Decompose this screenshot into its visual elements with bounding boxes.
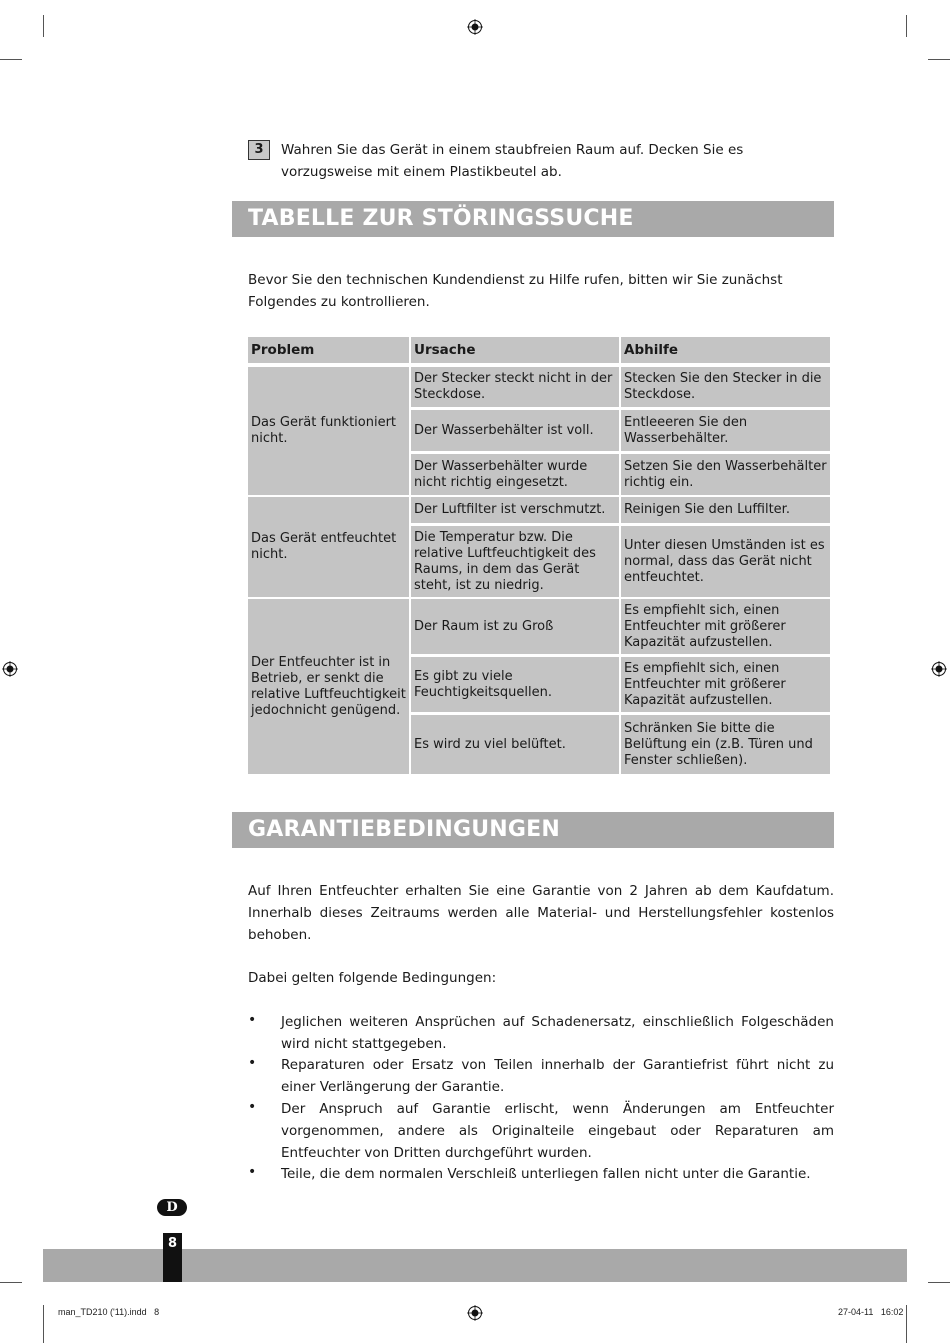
bullet-marker: • — [248, 1055, 257, 1071]
bullet-marker: • — [248, 1012, 257, 1028]
table-remedy-cell: Es empfiehlt sich, einen Entfeuchter mit größerer Kapazität aufzustellen. — [621, 599, 830, 654]
registration-mark-icon — [2, 661, 18, 677]
page-number: 8 — [163, 1233, 182, 1282]
step-text: Wahren Sie das Gerät in einem staubfreien Raum auf. Decken Sie es vorzugsweise mit einem Plastikbeutel ab. — [281, 142, 744, 180]
crop-mark — [928, 1282, 950, 1283]
list-item: Der Anspruch auf Garantie erlischt, wenn Änderungen am Entfeuchter vorgenommen, andere als Originalteile eingebaut oder Reparaturen am Entfeuchter von Dritten durchgeführt wurden. — [281, 1101, 834, 1161]
crop-mark — [43, 1305, 44, 1343]
table-problem-cell: Das Gerät funktioniert nicht. — [248, 367, 409, 495]
table-remedy-cell: Stecken Sie den Stecker in die Steckdose. — [621, 367, 830, 407]
table-header-problem: Problem — [248, 337, 409, 363]
registration-mark-icon — [467, 1305, 483, 1321]
table-cause-cell: Der Wasserbehälter ist voll. — [411, 410, 619, 451]
table-header-cause: Ursache — [411, 337, 619, 363]
registration-mark-icon — [467, 19, 483, 35]
table-cause-cell: Der Luftfilter ist verschmutzt. — [411, 497, 619, 523]
table-cause-cell: Der Wasserbehälter wurde nicht richtig eingesetzt. — [411, 454, 619, 495]
table-header-remedy: Abhilfe — [621, 337, 830, 363]
table-remedy-cell: Unter diesen Umständen ist es normal, dass das Gerät nicht entfeuchtet. — [621, 526, 830, 597]
table-problem-cell: Das Gerät entfeuchtet nicht. — [248, 497, 409, 597]
timestamp-slug: 27-04-11 16:02 — [838, 1307, 904, 1317]
crop-mark — [928, 59, 950, 60]
table-cause-cell: Es gibt zu viele Feuchtigkeitsquellen. — [411, 657, 619, 712]
table-cause-cell: Es wird zu viel belüftet. — [411, 715, 619, 774]
troubleshooting-intro: Bevor Sie den technischen Kundendienst zu Hilfe rufen, bitten wir Sie zunächst Folgendes zu kontrollieren. — [248, 272, 783, 310]
bullet-marker: • — [248, 1099, 257, 1115]
file-name-slug: man_TD210 ('11).indd 8 — [58, 1307, 160, 1317]
crop-mark — [906, 15, 907, 37]
troubleshooting-title: TABELLE ZUR STÖRINGSSUCHE — [232, 201, 834, 237]
table-remedy-cell: Schränken Sie bitte die Belüftung ein (z.B. Türen und Fenster schließen). — [621, 715, 830, 774]
table-problem-cell: Der Entfeuchter ist in Betrieb, er senkt die relative Luftfeuchtigkeit jedochnicht genügend. — [248, 599, 409, 774]
step-number: 3 — [248, 140, 270, 160]
table-remedy-cell: Reinigen Sie den Luffilter. — [621, 497, 830, 523]
table-remedy-cell: Es empfiehlt sich, einen Entfeuchter mit größerer Kapazität aufzustellen. — [621, 657, 830, 712]
list-item: Jeglichen weiteren Ansprüchen auf Schadenersatz, einschließlich Folgeschäden wird nicht stattgegeben. — [281, 1014, 834, 1052]
crop-mark — [906, 1305, 907, 1343]
table-cause-cell: Der Raum ist zu Groß — [411, 599, 619, 654]
warranty-title: GARANTIEBEDINGUNGEN — [232, 812, 834, 848]
language-badge: D — [157, 1199, 187, 1216]
crop-mark — [43, 15, 44, 37]
crop-mark — [0, 59, 22, 60]
table-remedy-cell: Setzen Sie den Wasserbehälter richtig ein. — [621, 454, 830, 495]
table-cause-cell: Der Stecker steckt nicht in der Steckdose. — [411, 367, 619, 407]
table-cause-cell: Die Temperatur bzw. Die relative Luftfeuchtigkeit des Raums, in dem das Gerät steht, ist zu niedrig. — [411, 526, 619, 597]
list-item: Reparaturen oder Ersatz von Teilen innerhalb der Garantiefrist führt nicht zu einer Verlängerung der Garantie. — [281, 1057, 834, 1095]
list-item: Teile, die dem normalen Verschleiß unterliegen fallen nicht unter die Garantie. — [281, 1166, 811, 1182]
bullet-marker: • — [248, 1164, 257, 1180]
registration-mark-icon — [931, 661, 947, 677]
table-remedy-cell: Entleeeren Sie den Wasserbehälter. — [621, 410, 830, 451]
warranty-intro: Auf Ihren Entfeuchter erhalten Sie eine Garantie von 2 Jahren ab dem Kaufdatum. Innerhalb dieses Zeitraums werden alle Material- und Herstellungsfehler kostenlos behoben. — [248, 883, 834, 943]
crop-mark — [0, 1282, 22, 1283]
warranty-conditions-label: Dabei gelten folgende Bedingungen: — [248, 970, 497, 986]
